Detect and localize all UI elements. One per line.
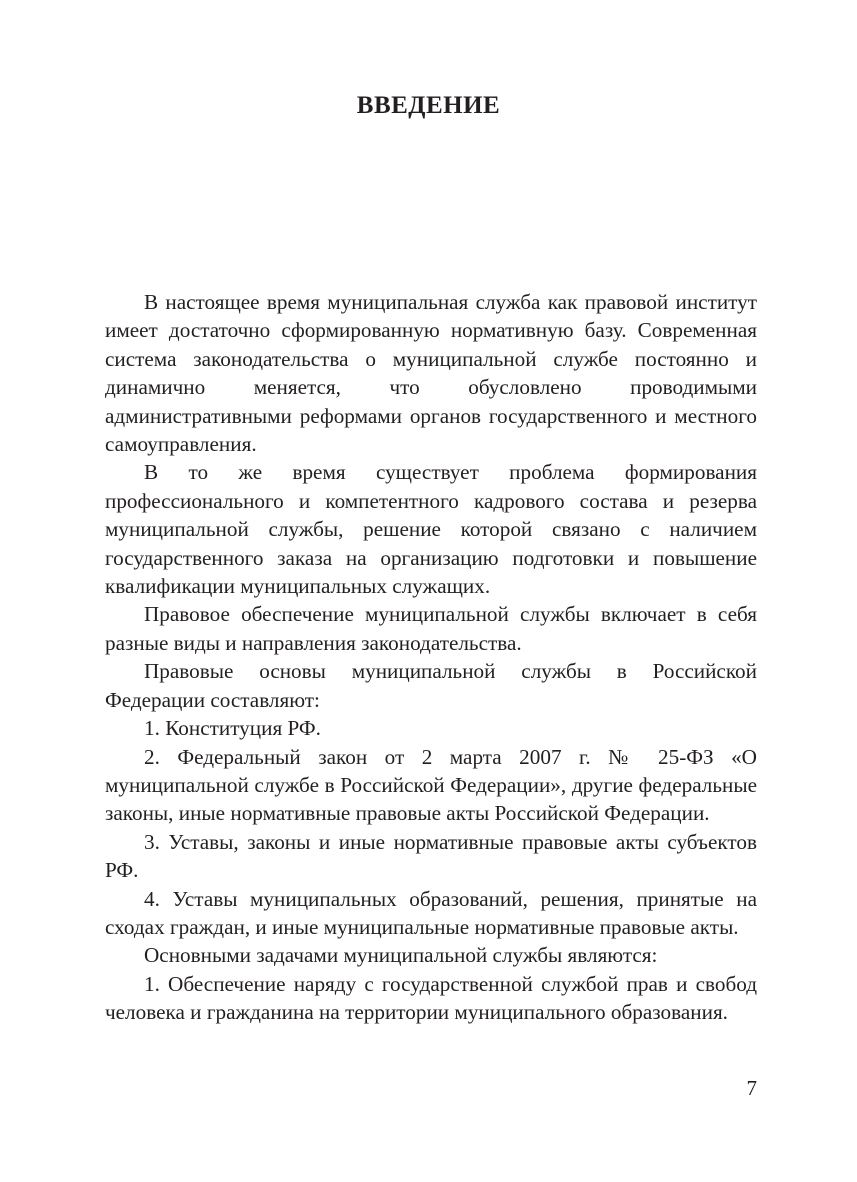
list-item-regional-acts: 3. Уставы, законы и иные нормативные правовые акты субъектов РФ. — [105, 829, 757, 883]
page-title: ВВЕДЕНИЕ — [356, 92, 501, 119]
paragraph-legal-support: Правовое обеспечение муниципальной службы включает в себя разные виды и направления законодательства. — [105, 602, 757, 655]
list-item-constitution: 1. Конституция РФ. — [144, 716, 321, 741]
paragraph-main-tasks: Основными задачами муниципальной службы являются: — [144, 943, 658, 968]
paragraph-legal-foundations: Правовые основы муниципальной службы в Российской Федерации составляют: — [105, 659, 757, 712]
body-text — [105, 288, 757, 1027]
paragraph-problem: В то же время существует проблема формирования профессионального и компетентного кадрового состава и резерва муниципальной службы, решение которой связано с наличием государственного заказа на организацию подготовки и повышение квалификации муниципальных служащих. — [105, 460, 757, 599]
page-number: 7 — [746, 1076, 757, 1100]
list-item-task-rights: 1. Обеспечение наряду с государственной службой прав и свобод человека и гражданина на территории муниципального образования. — [105, 971, 757, 1025]
list-item-municipal-acts: 4. Уставы муниципальных образований, решения, принятые на сходах граждан, и иные муниципальные нормативные правовые акты. — [105, 886, 757, 939]
paragraph-intro: В настоящее время муниципальная служба как правовой институт имеет достаточно сформированную нормативную базу. Современная система законодательства о муниципальной службе постоянно и динамично меняется, что обусловлено проводимыми административными реформами органов государственного и местного самоуправления. — [105, 290, 757, 457]
list-item-federal-law: 2. Федеральный закон от 2 марта 2007 г. № 25-ФЗ «О муниципальной службе в Российской Федерации», другие федеральные законы, иные нормативные правовые акты Российской Федерации. — [105, 744, 757, 826]
